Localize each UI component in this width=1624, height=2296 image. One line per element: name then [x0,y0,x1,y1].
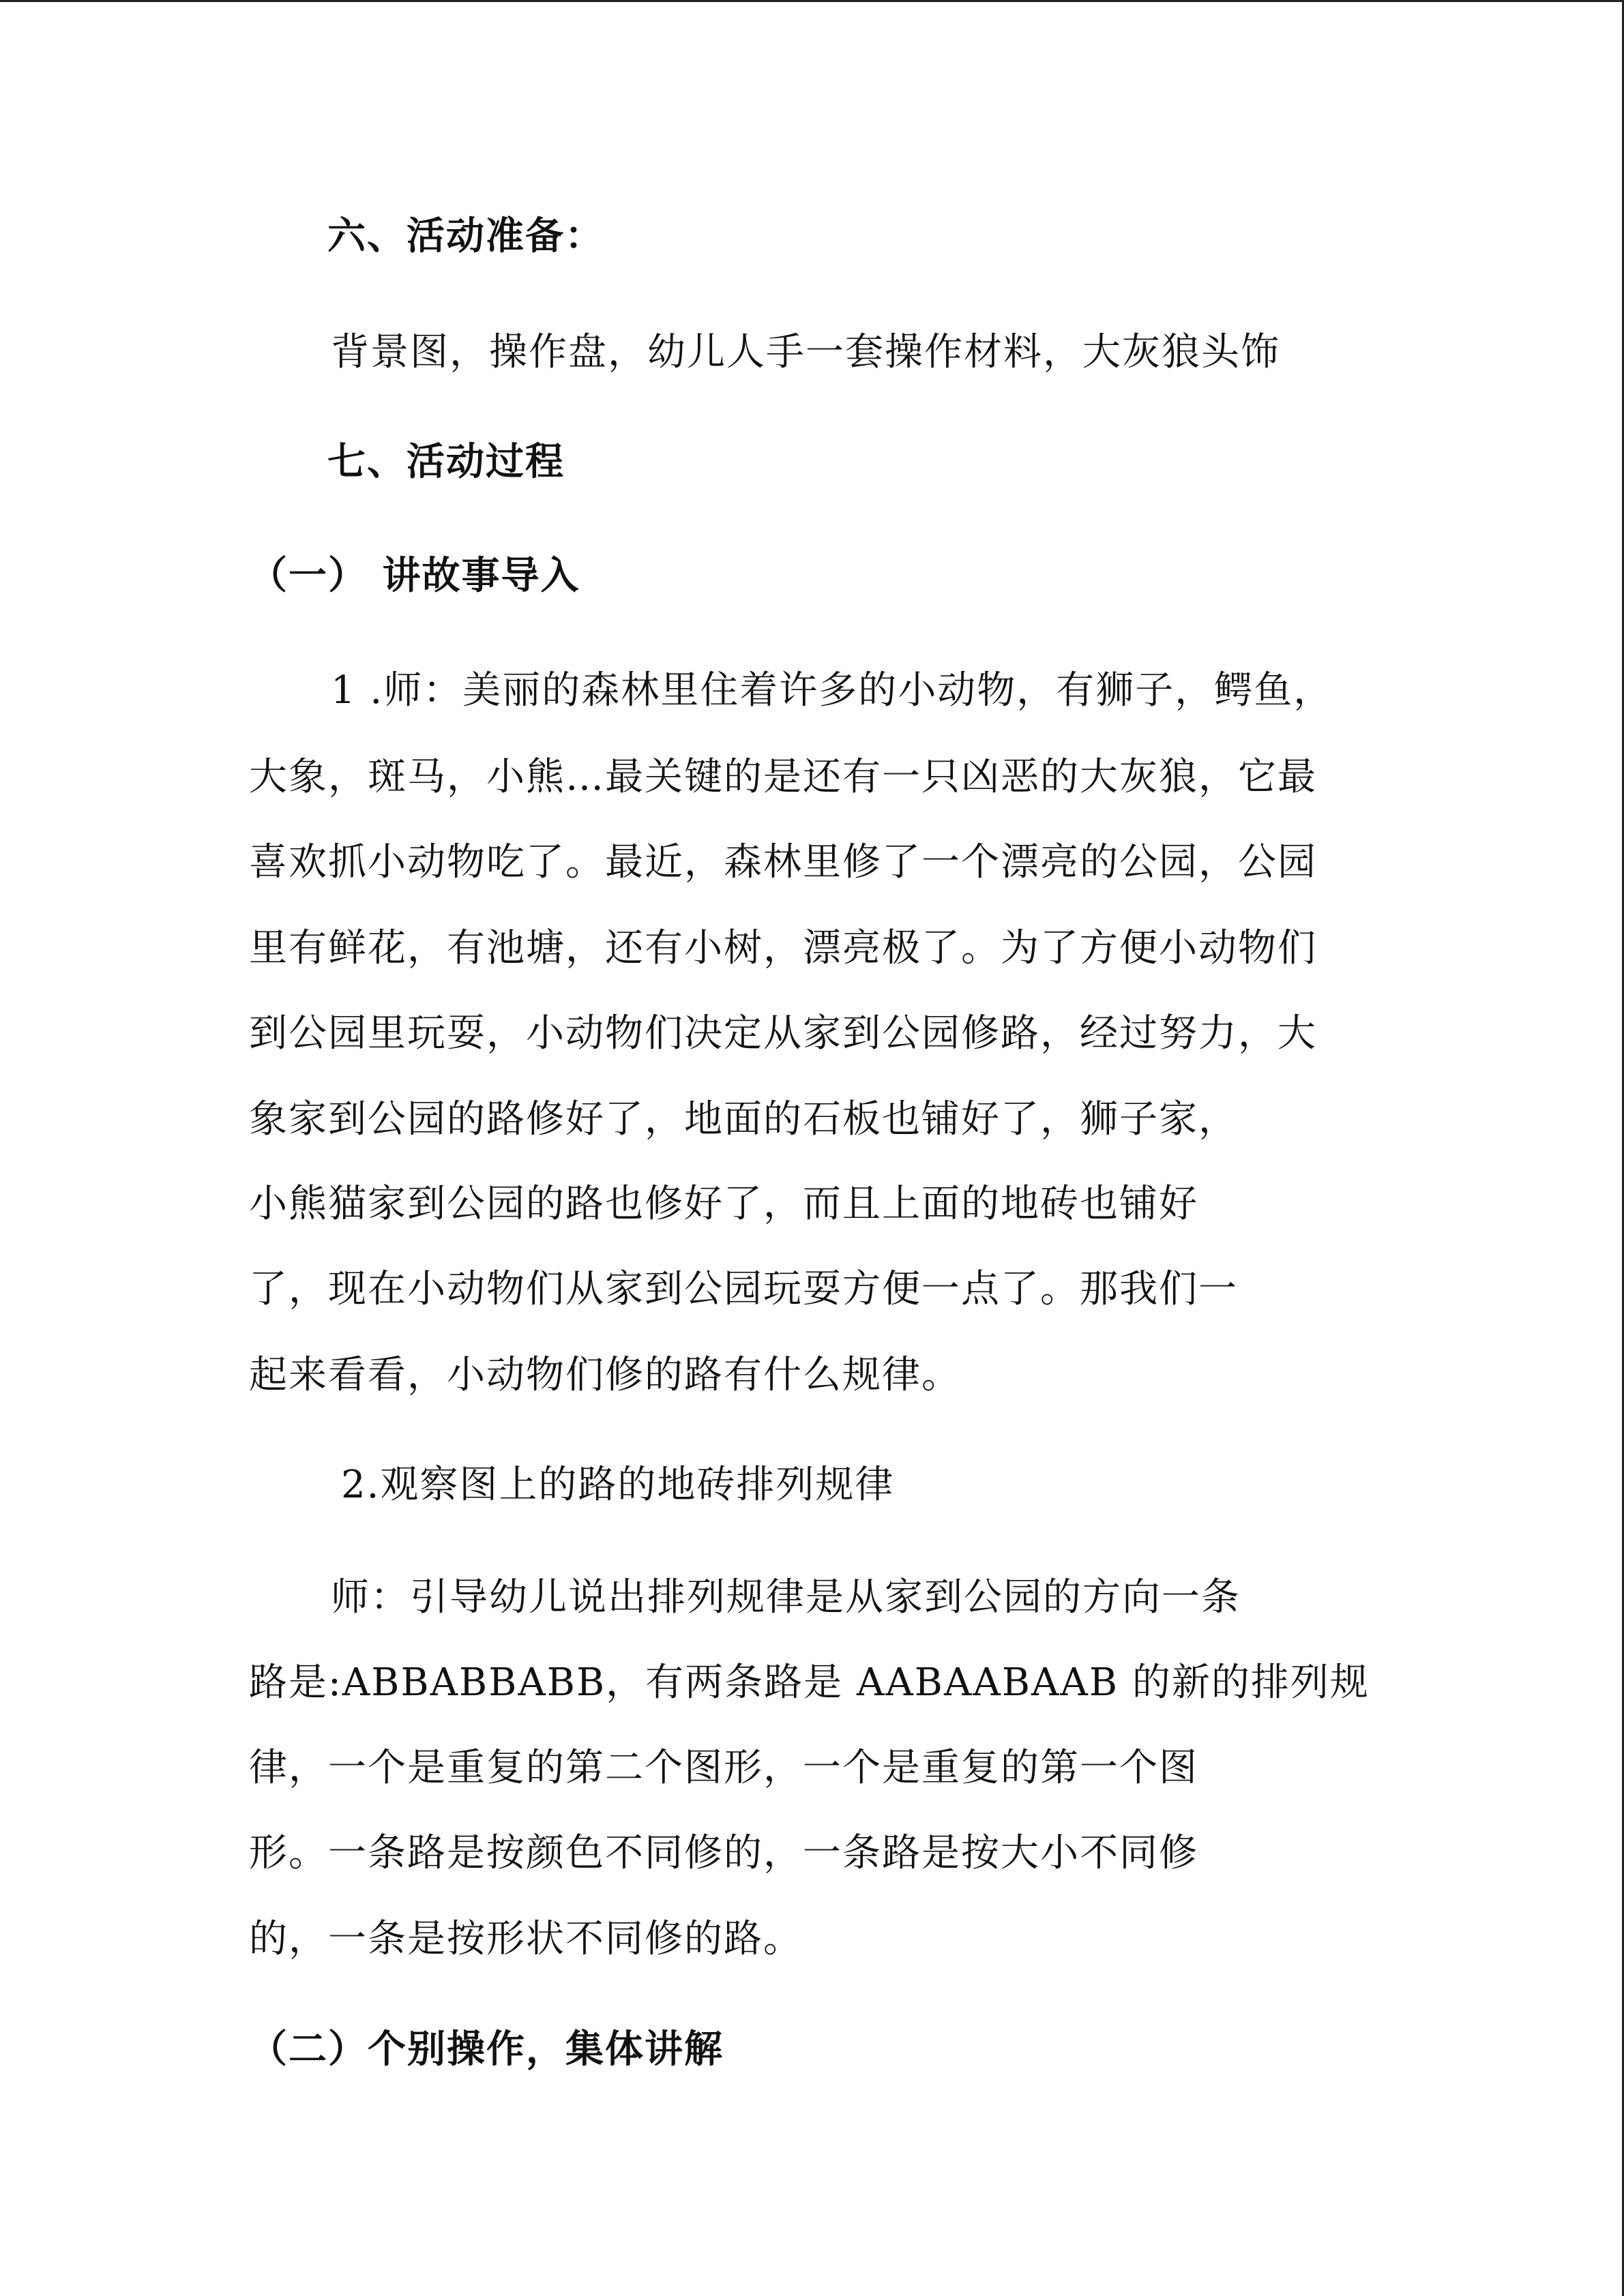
story-line: 喜欢抓小动物吃了。最近，森林里修了一个漂亮的公园，公园 [249,840,1317,884]
guide-line: 的，一条是按形状不同修的路。 [249,1917,803,1961]
step-two-title: 2.观察图上的路的地砖排列规律 [341,1463,895,1507]
guide-line: 师：引导幼儿说出排列规律是从家到公园的方向一条 [331,1575,1241,1620]
story-line: 起来看看，小动物们修的路有什么规律。 [249,1353,961,1397]
section-seven-title: 七、活动过程 [327,440,565,484]
story-line: 到公园里玩耍，小动物们决定从家到公园修路，经过努力，大 [249,1011,1317,1056]
part-one-title: （一） 讲故事导入 [249,554,580,598]
story-line: 大象，斑马，小熊…最关键的是还有一只凶恶的大灰狼，它最 [249,755,1317,799]
guide-line: 律，一个是重复的第二个图形，一个是重复的第一个图 [249,1746,1198,1790]
story-line: 小熊猫家到公园的路也修好了，而且上面的地砖也铺好 [249,1182,1198,1226]
guide-line: 形。一条路是按颜色不同修的，一条路是按大小不同修 [249,1831,1198,1875]
story-line: 象家到公园的路修好了，地面的石板也铺好了，狮子家， [249,1097,1238,1142]
section-six-title: 六、活动准备： [327,214,604,258]
story-line: 里有鲜花，有池塘，还有小树，漂亮极了。为了方便小动物们 [249,926,1317,970]
page-border-top [0,0,1624,2]
part-two-title: （二）个别操作，集体讲解 [249,2027,724,2072]
section-six-body: 背景图，操作盘，幼儿人手一套操作材料，大灰狼头饰 [331,330,1280,374]
story-line: 了，现在小动物们从家到公园玩耍方便一点了。那我们一 [249,1267,1238,1311]
guide-line: 路是:ABBABBABB，有两条路是 AABAABAAB 的新的排列规 [249,1660,1370,1705]
story-line: 1 .师：美丽的森林里住着许多的小动物，有狮子，鳄鱼， [331,668,1333,713]
